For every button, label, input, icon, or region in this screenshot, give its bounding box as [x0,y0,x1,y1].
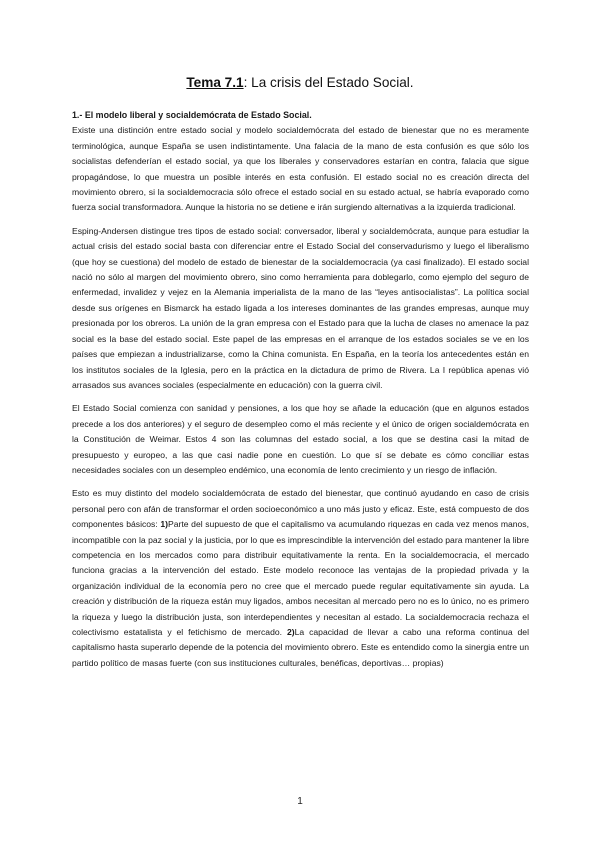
title-text: : La crisis del Estado Social. [243,75,414,90]
document-title [0,74,600,92]
document-body [72,108,529,679]
list-marker-2: 2) [286,627,295,637]
paragraph-1 [72,108,529,216]
section-heading: 1.- El modelo liberal y socialdemócrata de Estado Social. [72,110,312,120]
paragraph-text-part: Esto es muy distinto del modelo socialdemócrata de estado del bienestar, que continuó ayudando en caso de crisis personal pero con afán de transformar el orden socioeconómico a uno más justo y eficaz. Este, está compuesto de dos componentes básicos: [72,488,529,530]
paragraph-text-part: La capacidad de llevar a cabo una reforma continua del capitalismo hasta superarlo depende de la potencia del movimiento obrero. Este es entendido como la sinergia entre un partido político de masas fuerte (con sus instituciones culturales, benéficas, deportivas… propias) [72,627,529,668]
paragraph-3 [72,401,529,478]
title-topic-number: Tema 7.1 [186,75,244,90]
paragraph-text: El Estado Social comienza con sanidad y pensiones, a los que hoy se añade la educación (que en algunos estados precede a los dos anteriores) y el seguro de desempleo como el más reciente y el único de origen socialdemócrata en la Constitución de Weimar. Estos 4 son las columnas del estado social, a los que se destina casi la mitad de presupuesto y europeo, a las que casi nadie pone en cuestión. Lo que sí se debate es cómo conciliar estas necesidades sociales con un desempleo endémico, una economía de lento crecimiento y un riesgo de inflación. [72,403,529,475]
paragraph-2 [72,224,529,393]
paragraph-text-part: Parte del supuesto de que el capitalismo va acumulando riquezas en cada vez menos manos, incompatible con la paz social y la justicia, por lo que es imprescindible la intervención del estado para mantener la libre competencia en los mercados como para distribuir equitativamente la renta. En la socialdemocracia, el mercado funciona gracias a la intervención del estado. Este modelo reconoce las ventajas de la propiedad privada y la organización individual de la economía pero no cree que el mercado puede regular equitativamente sin ayuda. La creación y distribución de la riqueza están muy ligados, ambos necesitan al mercado pero no es lo único, no es primero la riqueza y luego la distribución justa, son interdependientes y necesitan al estado. La socialdemocracia rechaza el colectivismo estatalista y el fetichismo de mercado. [72,519,529,637]
paragraph-text: Existe una distinción entre estado social y modelo socialdemócrata del estado de bienestar que no es meramente terminológica, aunque España se usen indistintamente. Una falacia de la mano de esta confusión es que sólo los socialistas defenderían el estado social, ya que los liberales y conservadores estarían en contra, falacia que sigue propagándose, lo que muestra un posible interés en esta confusión. El estado social no es creación directa del movimiento obrero, si la socialdemocracia sólo ofrece el estado social en su estado actual, se habría evaporado como fuerza social transformadora. Aunque la historia no se detiene e irán surgiendo alternativas a la izquierda tradicional. [72,125,529,213]
paragraph-4 [72,486,529,671]
paragraph-text: Esping-Andersen distingue tres tipos de estado social: conversador, liberal y socialdemócrata, aunque para estudiar la actual crisis del estado social basta con diferenciar entre el Estado Social del conservadurismo y luego el liberalismo (que hoy se cuestiona) del modelo de estado de bienestar de la socialdemocracia (ya casi finalizado). El estado social nació no sólo al margen del movimiento obrero, sino como herramienta para doblegarlo, como ejemplo del seguro de enfermedad, invalidez y vejez en la Alemania imperialista de la mano de las “leyes antisocialistas”. La política social desde sus orígenes en Bismarck ha estado ligada a los intereses dominantes de las grandes empresas, aunque muy presionada por los obreros. La unión de la gran empresa con el Estado para que la lucha de clases no amenace la paz social es la base del estado social. Este papel de las empresas en el arranque de los estados sociales se ve en los países que empiezan a industrializarse, como la China comunista. En España, en la teoría los antecedentes están en los institutos sociales de la Iglesia, pero en la práctica en la dictadura de primo de Rivera. La I república apenas vió arrasados sus avances sociales (especialmente en educación) con la guerra civil. [72,225,529,390]
list-marker-1: 1) [160,519,169,530]
page-number: 1 [297,796,303,807]
